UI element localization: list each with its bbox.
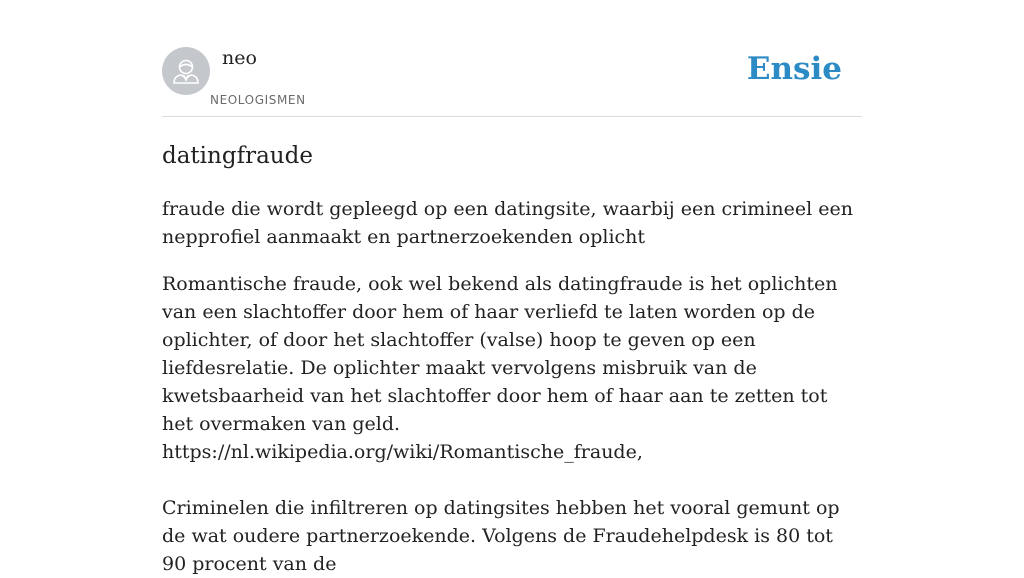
paragraph-spacer — [162, 466, 862, 494]
entry-definition: fraude die wordt gepleegd op een datingsite, waarbij een crimineel een nepprofiel aanmaakt en partnerzoekenden oplicht — [162, 198, 853, 248]
entry-header — [162, 0, 862, 117]
entry-example — [162, 270, 862, 578]
author-avatar[interactable] — [162, 47, 210, 95]
page-container — [162, 0, 862, 578]
example-source: https://nl.wikipedia.org/wiki/Romantische_fraude, — [162, 441, 643, 463]
example-paragraph: Romantische fraude, ook wel bekend als datingfraude is het oplichten van een slachtoffer door hem of haar verliefd te laten worden op de oplichter, of door het slachtoffer (valse) hoop te geven op een liefdesrelatie. De oplichter maakt vervolgens misbruik van de kwetsbaarheid van het slachtoffer door hem of haar aan te zetten tot het overmaken van geld. — [162, 273, 838, 435]
brand-logo[interactable]: Ensie — [746, 51, 842, 87]
example-paragraph: Criminelen die infiltreren op datingsites hebben het vooral gemunt op de wat oudere partnerzoekende. Volgens de Fraudehelpdesk is 80 tot 90 procent van de — [162, 497, 840, 575]
category-label[interactable]: NEOLOGISMEN — [210, 93, 306, 107]
author-name[interactable]: neo — [222, 47, 257, 69]
entry-title: datingfraude — [162, 143, 313, 169]
user-silhouette-icon — [162, 47, 210, 95]
